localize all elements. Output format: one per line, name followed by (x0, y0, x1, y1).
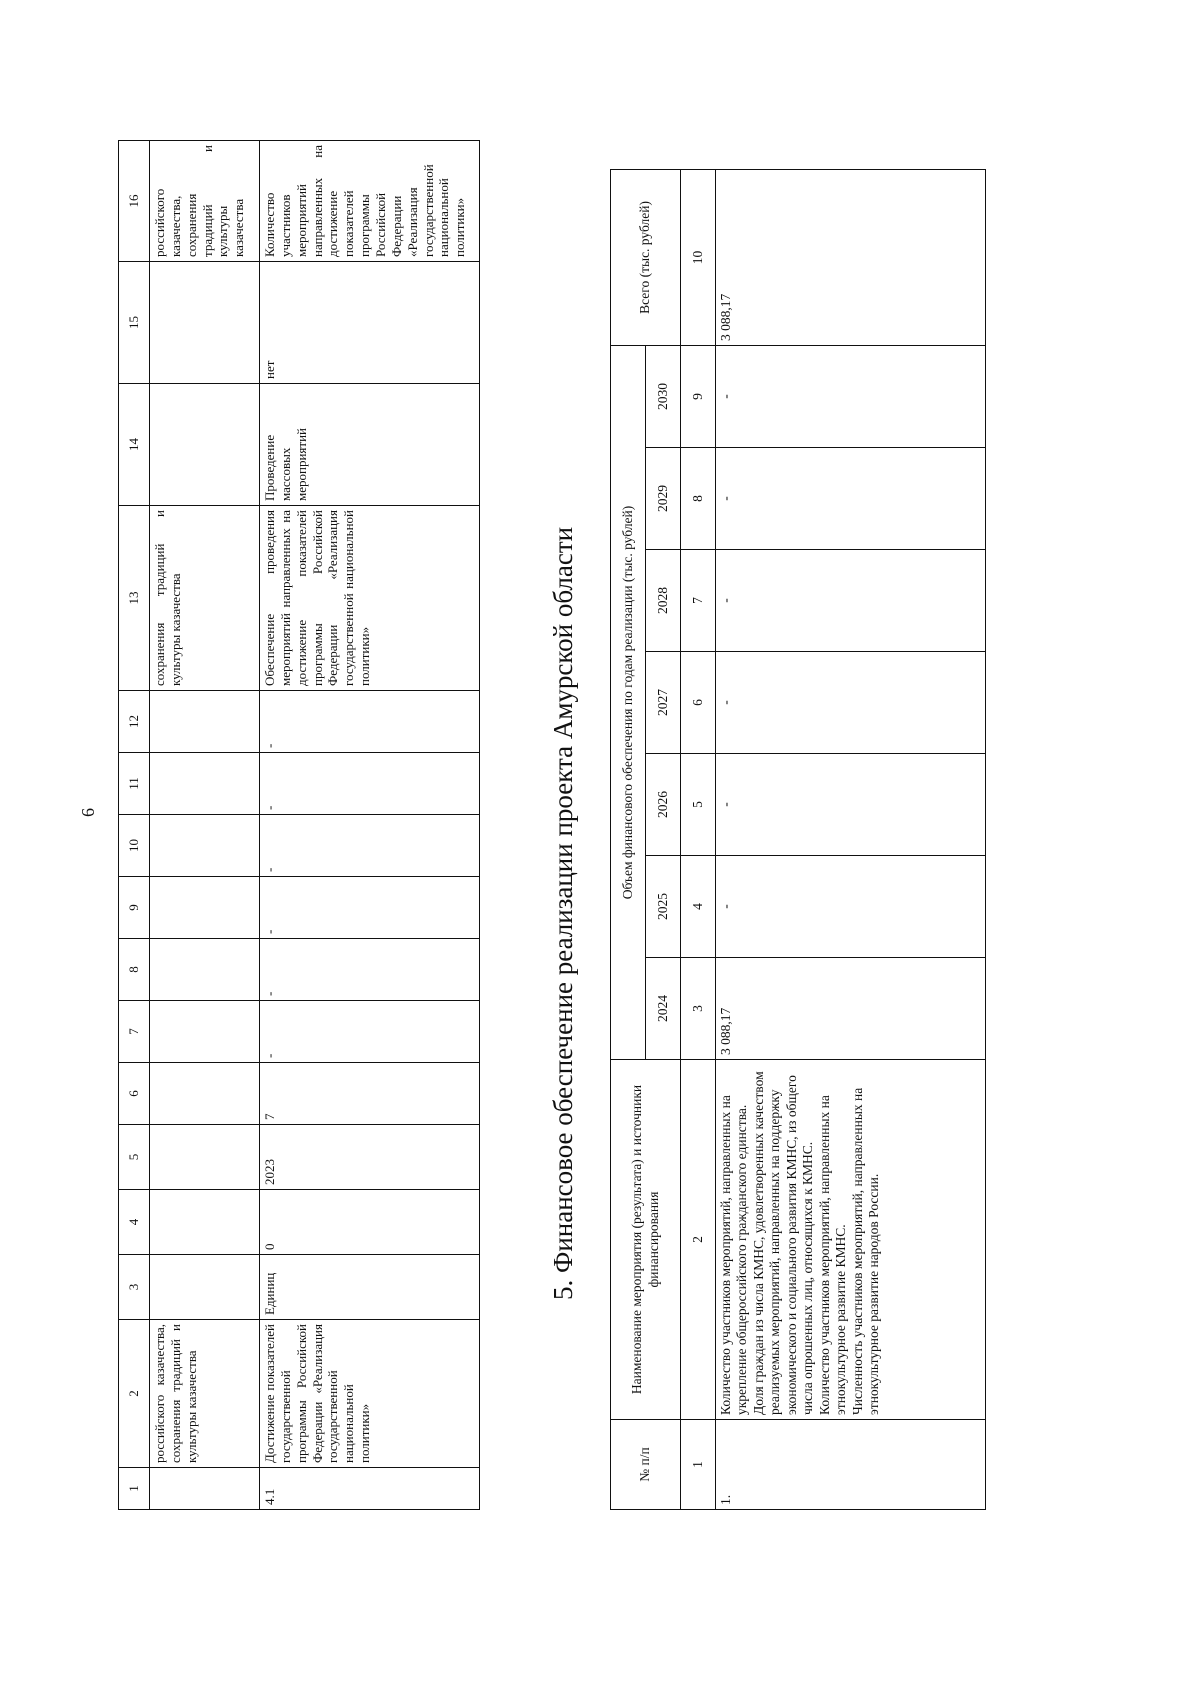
cell (150, 1125, 260, 1190)
row-number: 1. (716, 1420, 986, 1510)
cell (150, 1468, 260, 1510)
value-cell: - (716, 345, 986, 447)
header-name: Наименование мероприятия (результата) и источники финансирования (611, 1060, 681, 1420)
header-volume: Объем финансового обеспечения по годам реализации (тыс. рублей) (611, 345, 646, 1059)
cell: Проведение массовых мероприятий (260, 384, 480, 506)
value-cell: - (716, 550, 986, 652)
cell (150, 1255, 260, 1320)
table-header-row (611, 169, 646, 1509)
cell: - (260, 691, 480, 753)
column-number: 3 (681, 958, 716, 1060)
cell: - (260, 877, 480, 939)
value-cell: - (716, 754, 986, 856)
year-header: 2026 (646, 754, 681, 856)
cell (150, 262, 260, 384)
cell (150, 1190, 260, 1255)
cell: нет (260, 262, 480, 384)
table-row (150, 141, 260, 1510)
column-number: 4 (119, 1190, 150, 1255)
year-header: 2027 (646, 652, 681, 754)
header-total: Всего (тыс. рублей) (611, 169, 681, 345)
column-number: 6 (119, 1063, 150, 1125)
cell: 0 (260, 1190, 480, 1255)
column-number: 5 (119, 1125, 150, 1190)
year-header: 2025 (646, 856, 681, 958)
cell: - (260, 753, 480, 815)
activity-line: Доля граждан из числа КМНС, удовлетворенных качеством реализуемых мероприятий, направленных на поддержку экономического и социального развития КМНС, из общего числа опрошенных лиц, относящихся к КМНС. (750, 1071, 816, 1415)
column-number: 15 (119, 262, 150, 384)
cell: - (260, 939, 480, 1001)
value-cell: 3 088,17 (716, 958, 986, 1060)
activity-line: Количество участников мероприятий, направленных на укрепление общероссийского гражданского единства. (718, 1095, 750, 1415)
value-cell: - (716, 448, 986, 550)
column-number: 11 (119, 753, 150, 815)
cell: российского казачества, сохранения традиций и культуры казачества (150, 141, 260, 262)
cell: - (260, 815, 480, 877)
table-index-row (681, 169, 716, 1509)
column-number: 12 (119, 691, 150, 753)
column-number: 4 (681, 856, 716, 958)
column-number: 7 (119, 1001, 150, 1063)
column-number: 2 (119, 1320, 150, 1468)
year-header: 2029 (646, 448, 681, 550)
value-cell: - (716, 856, 986, 958)
column-number: 7 (681, 550, 716, 652)
cell: Достижение показателей государственной программы Российской Федерации «Реализация государственной национальной политики» (260, 1320, 480, 1468)
cell: российского казачества, сохранения традиций и культуры казачества (150, 1320, 260, 1468)
value-cell: - (716, 652, 986, 754)
total-cell: 3 088,17 (716, 169, 986, 345)
cell (150, 939, 260, 1001)
cell (150, 815, 260, 877)
column-number: 8 (119, 939, 150, 1001)
cell (150, 384, 260, 506)
page-number: 6 (78, 808, 98, 817)
cell (150, 1001, 260, 1063)
indicators-table (118, 140, 480, 1510)
column-number: 1 (681, 1420, 716, 1510)
column-number: 5 (681, 754, 716, 856)
column-number: 16 (119, 141, 150, 262)
section-title: 5. Финансовое обеспечение реализации проекта Амурской области (548, 526, 578, 1300)
column-number: 10 (119, 815, 150, 877)
cell: Единиц (260, 1255, 480, 1320)
column-number: 3 (119, 1255, 150, 1320)
year-header: 2024 (646, 958, 681, 1060)
activity-line: Численность участников мероприятий, направленных на этнокультурное развитие народов России. (849, 1087, 882, 1415)
column-number: 9 (681, 345, 716, 447)
cell (150, 691, 260, 753)
row-number: 4.1 (260, 1468, 480, 1510)
table-row (260, 141, 480, 1510)
financing-table (610, 169, 986, 1510)
column-number: 1 (119, 1468, 150, 1510)
cell: - (260, 1001, 480, 1063)
column-number: 8 (681, 448, 716, 550)
cell: Количество участников мероприятий направленных на достижение показателей программы Российской Федерации «Реализация государственной национальной политики» (260, 141, 480, 262)
column-number: 6 (681, 652, 716, 754)
column-number: 2 (681, 1060, 716, 1420)
column-number: 13 (119, 506, 150, 691)
column-number: 14 (119, 384, 150, 506)
header-number: № п/п (611, 1420, 681, 1510)
activity-name-cell (716, 1060, 986, 1420)
cell: Обеспечение проведения мероприятий направленных на достижение показателей программы Российской Федерации «Реализация государственной национальной политики» (260, 506, 480, 691)
column-number: 10 (681, 169, 716, 345)
year-header: 2028 (646, 550, 681, 652)
cell (150, 877, 260, 939)
cell (150, 1063, 260, 1125)
activity-line: Количество участников мероприятий, направленных на этнокультурное развитие КМНС. (816, 1095, 849, 1415)
cell: 7 (260, 1063, 480, 1125)
cell: сохранения традиций и культуры казачества (150, 506, 260, 691)
table-header-row (119, 141, 150, 1510)
cell (150, 753, 260, 815)
cell: 2023 (260, 1125, 480, 1190)
column-number: 9 (119, 877, 150, 939)
year-header: 2030 (646, 345, 681, 447)
table-row (716, 169, 986, 1509)
